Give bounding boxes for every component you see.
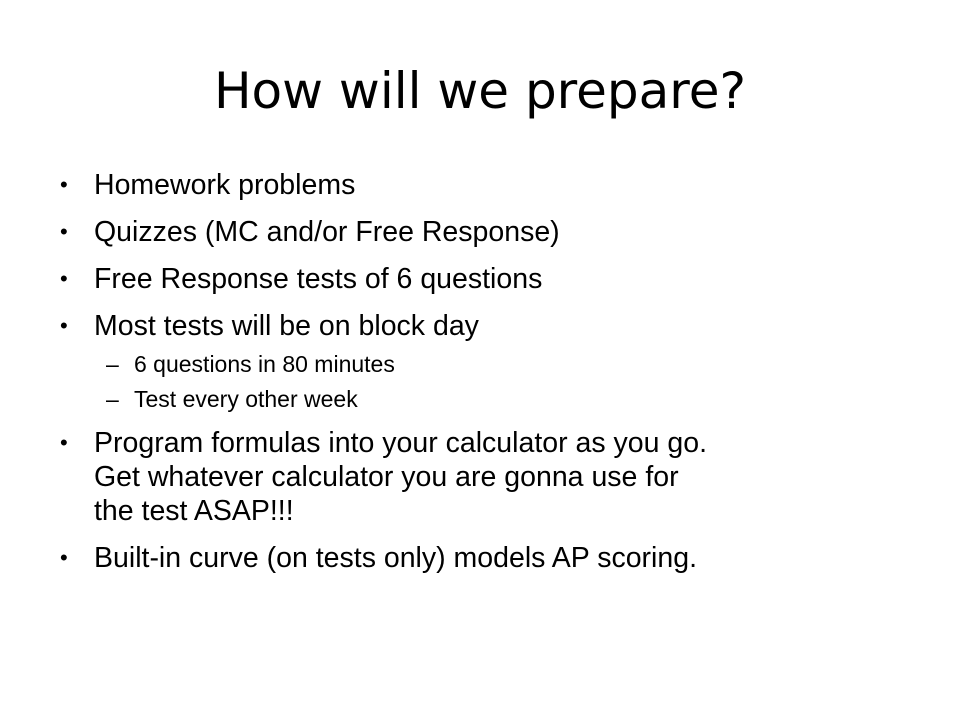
dash-icon: – [106, 386, 119, 412]
bullet-text-line: Program formulas into your calculator as you go. [94, 427, 708, 459]
bullet-item [58, 309, 908, 413]
bullet-item [58, 215, 908, 249]
bullet-dot-icon: • [60, 172, 68, 197]
bullet-dot-icon: • [60, 430, 68, 455]
bullet-dot-icon: • [60, 313, 68, 338]
slide-title: How will we prepare? [213, 62, 747, 120]
sub-bullet-list [94, 351, 908, 413]
bullet-text: Free Response tests of 6 questions [94, 263, 543, 295]
bullet-text: Most tests will be on block day [94, 310, 479, 342]
dash-icon: – [106, 351, 119, 377]
bullet-dot-icon: • [60, 266, 68, 291]
bullet-item [58, 262, 908, 296]
bullet-dot-icon: • [60, 545, 68, 570]
bullet-text-line: Get whatever calculator you are gonna use for [94, 461, 679, 493]
bullet-text-line: the test ASAP!!! [94, 495, 294, 527]
sub-bullet-text: 6 questions in 80 minutes [134, 351, 395, 377]
bullet-text: Quizzes (MC and/or Free Response) [94, 216, 560, 248]
bullet-text: Built-in curve (on tests only) models AP scoring. [94, 542, 697, 574]
bullet-item [58, 168, 908, 202]
sub-bullet-item [94, 351, 908, 378]
bullet-list [58, 168, 908, 588]
bullet-dot-icon: • [60, 219, 68, 244]
bullet-text: Homework problems [94, 169, 356, 201]
sub-bullet-item [94, 386, 908, 413]
bullet-item [58, 541, 908, 575]
sub-bullet-text: Test every other week [134, 386, 358, 412]
bullet-item [58, 426, 908, 528]
